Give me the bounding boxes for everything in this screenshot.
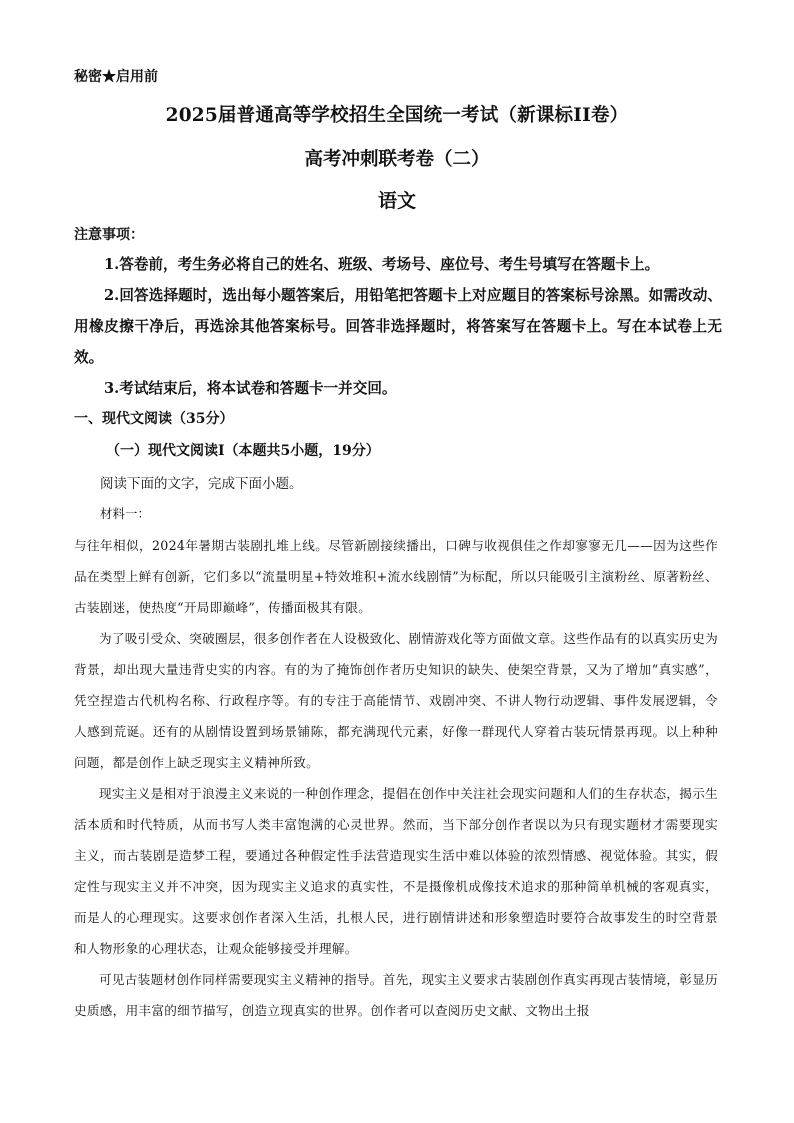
- exam-title: 2025届普通高等学校招生全国统一考试（新课标II卷）: [165, 105, 629, 126]
- exam-subtitle: 高考冲刺联考卷（二）: [304, 149, 490, 170]
- section-title: 一、现代文阅读（35分）: [74, 411, 234, 427]
- secret-label: 秘密★启用前: [74, 69, 158, 85]
- paragraph-1: 与往年相似，2024年暑期古装剧扎堆上线。尽管新剧接续播出，口碑与收视俱佳之作却寥寥无几——因为这些作品在类型上鲜有创新，它们多以“流量明星+特效堆积+流水线剧情”为标配，所以只能吸引主演粉丝、原著粉丝、古装剧迷，使热度“开局即巅峰”，传播面极其有限。: [74, 538, 718, 615]
- reading-instruction: 阅读下面的文字，完成下面小题。: [100, 476, 303, 492]
- paragraph-4: 可见古装题材创作同样需要现实主义精神的指导。首先，现实主义要求古装剧创作真实再现古装情境，彰显历史质感，用丰富的细节描写，创造立现真实的世界。创作者可以查阅历史文献、文物出土报: [74, 972, 718, 1018]
- notice-item-2: 2.回答选择题时，选出每小题答案后，用铅笔把答题卡上对应题目的答案标号涂黑。如需改动、用橡皮擦干净后，再选涂其他答案标号。回答非选择题时，将答案写在答题卡上。写在本试卷上无效。: [74, 287, 722, 366]
- paragraph-2: 为了吸引受众、突破圈层，很多创作者在人设极致化、剧情游戏化等方面做文章。这些作品有的以真实历史为背景，却出现大量违背史实的内容。有的为了掩饰创作者历史知识的缺失、使架空背景，又为了增加“真实感”，凭空捏造古代机构名称、行政程序等。有的专注于高能情节、戏剧冲突、不讲人物行动逻辑、事件发展逻辑，令人感到荒诞。还有的从剧情设置到场景铺陈，都充满现代元素，好像一群现代人穿着古装玩情景再现。以上种种问题，都是创作上缺乏现实主义精神所致。: [74, 631, 718, 770]
- material-label: 材料一：: [100, 506, 151, 521]
- paragraph-3: 现实主义是相对于浪漫主义来说的一种创作理念，提倡在创作中关注社会现实问题和人们的生存状态，揭示生活本质和时代特质，从而书写人类丰富饱满的心灵世界。然而，当下部分创作者误以为只有现实题材才需要现实主义，而古装剧是造梦工程，要通过各种假定性手法营造现实生活中难以体验的浓烈情感、视觉体验。其实，假定性与现实主义并不冲突，因为现实主义追求的真实性，不是摄像机成像技术追求的那种简单机械的客观真实，而是人的心理现实。这要求创作者深入生活，扎根人民，进行剧情讲述和形象塑造时要符合故事发生的时空背景和人物形象的心理状态，让观众能够接受并理解。: [74, 786, 718, 956]
- notice-item-3: 3.考试结束后，将本试卷和答题卡一并交回。: [104, 380, 397, 397]
- subject-title: 语文: [377, 190, 416, 212]
- notice-heading: 注意事项：: [74, 227, 144, 243]
- section-subtitle: （一）现代文阅读Ⅰ（本题共5小题，19分）: [106, 443, 380, 459]
- notice-item-1: 1.答卷前，考生务必将自己的姓名、班级、考场号、座位号、考生号填写在答题卡上。: [104, 256, 660, 273]
